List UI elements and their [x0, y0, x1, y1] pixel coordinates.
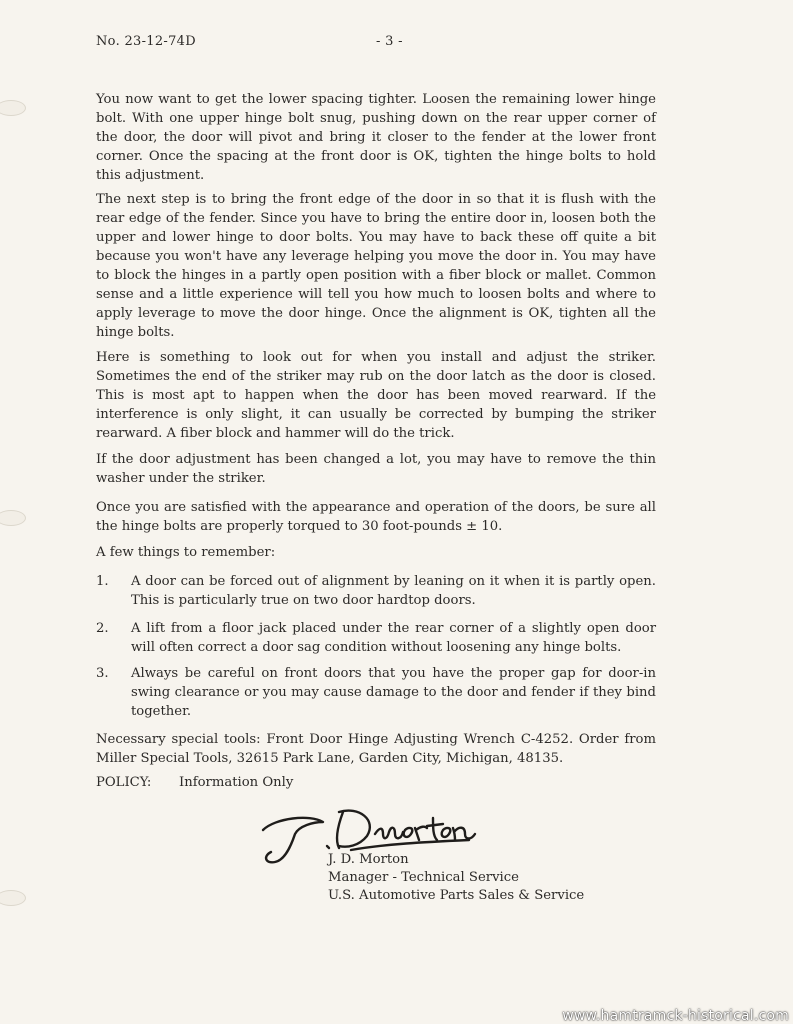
punch-hole-mark	[0, 100, 26, 116]
website-watermark: www.hamtramck-historical.com	[562, 1008, 789, 1024]
punch-hole-mark	[0, 510, 26, 526]
paragraph-remember-intro: A few things to remember:	[96, 545, 276, 560]
list-item-text: A door can be forced out of alignment by leaning on it when it is partly open. This is particularly true on two door hardtop doors.	[131, 574, 656, 608]
paragraph-torque: Once you are satisfied with the appearance and operation of the doors, be sure all the hinge bolts are properly torqued to 30 foot-pounds ± 10.	[96, 500, 656, 534]
punch-hole-mark	[0, 890, 26, 906]
document-number: No. 23-12-74D	[96, 34, 196, 49]
paragraph-washer: If the door adjustment has been changed a lot, you may have to remove the thin washer under the striker.	[96, 452, 656, 486]
list-item-number: 1.	[96, 574, 109, 589]
paragraph-striker: Here is something to look out for when you install and adjust the striker. Sometimes the end of the striker may rub on the door latch as the door is closed. This is most apt to happen when the door has been moved rearward. If the interference is only slight, it can usually be corrected by bumping the striker rearward. A fiber block and hammer will do the trick.	[96, 350, 656, 441]
paragraph-front-edge: The next step is to bring the front edge of the door in so that it is flush with the rear edge of the fender. Since you have to bring the entire door in, loosen both the upper and lower hinge to door bolts. You may have to back these off quite a bit because you won't have any leverage helping you move the door in. You may have to block the hinges in a partly open position with a fiber block or mallet. Common sense and a little experience will tell you how much to loosen bolts and where to apply leverage to move the door hinge. Once the alignment is OK, tighten all the hinge bolts.	[96, 192, 656, 340]
policy-line	[96, 775, 293, 790]
list-item-number: 2.	[96, 621, 109, 636]
list-item-number: 3.	[96, 666, 109, 681]
signer-organization: U.S. Automotive Parts Sales & Service	[328, 888, 585, 903]
list-item-text: A lift from a floor jack placed under the rear corner of a slightly open door will often correct a door sag condition without loosening any hinge bolts.	[131, 621, 656, 655]
page-number: - 3 -	[376, 34, 403, 49]
paragraph-lower-spacing: You now want to get the lower spacing tighter. Loosen the remaining lower hinge bolt. With one upper hinge bolt snug, pushing down on the rear upper corner of the door, the door will pivot and bring it closer to the fender at the lower front corner. Once the spacing at the front door is OK, tighten the hinge bolts to hold this adjustment.	[96, 92, 656, 183]
policy-value: Information Only	[179, 775, 294, 790]
signer-title: Manager - Technical Service	[328, 870, 519, 885]
signer-name: J. D. Morton	[328, 852, 409, 867]
list-item-text: Always be careful on front doors that you have the proper gap for door-in swing clearance or you may cause damage to the door and fender if they bind together.	[131, 666, 656, 719]
paragraph-special-tools: Necessary special tools: Front Door Hinge Adjusting Wrench C-4252. Order from Miller Special Tools, 32615 Park Lane, Garden City, Michigan, 48135.	[96, 732, 656, 766]
policy-label: POLICY:	[96, 775, 152, 790]
